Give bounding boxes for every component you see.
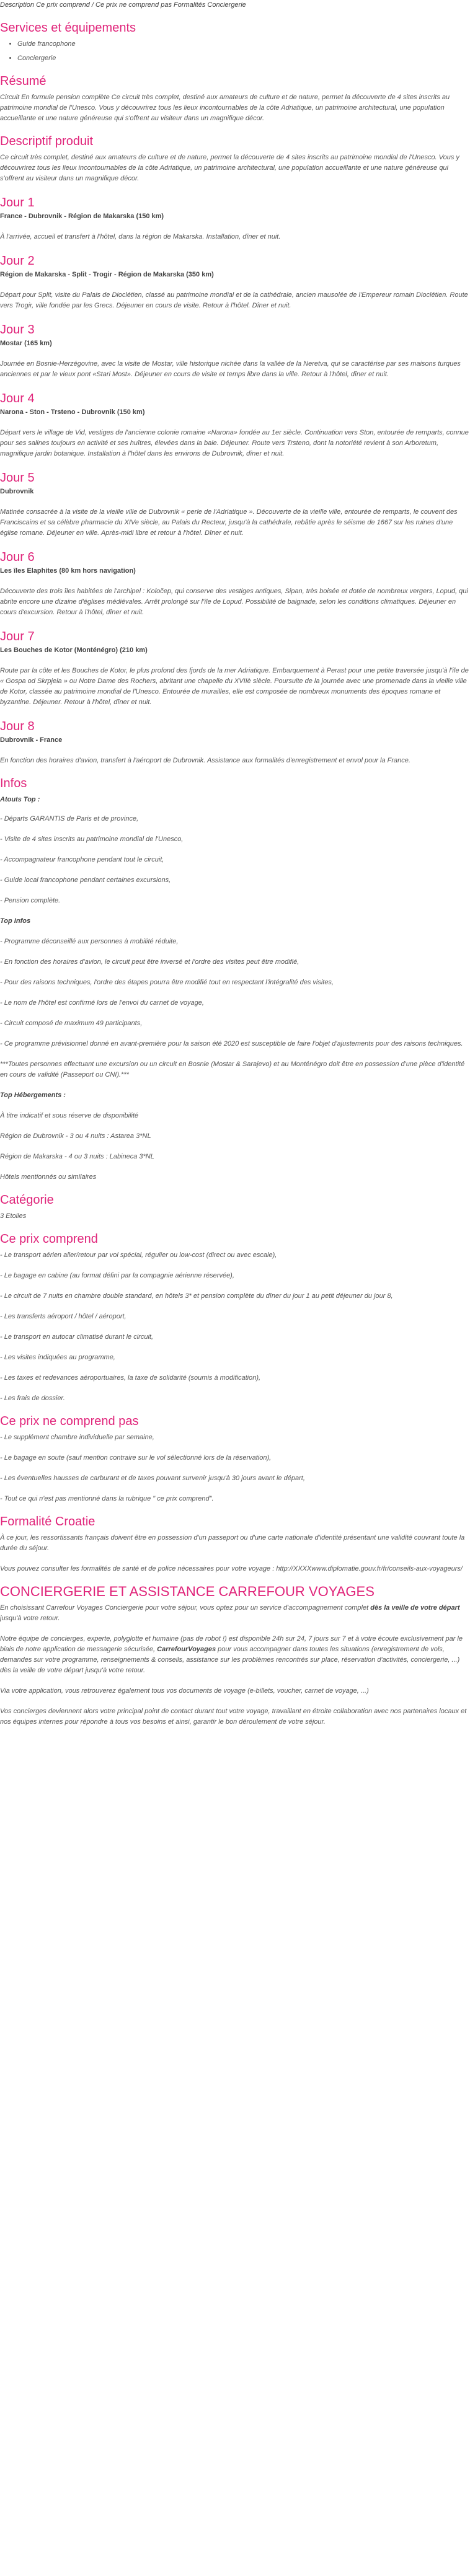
conciergerie-intro-bold: dès la veille de votre départ: [370, 1604, 460, 1612]
ne-comprend-title: Ce prix ne comprend pas: [0, 1414, 139, 1428]
ne-comprend-item: - Le bagage en soute (sauf mention contraire sur le vol sélectionné lors de la réservation),: [0, 1454, 272, 1462]
day-text: Départ pour Split, visite du Palais de Dioclétien, classé au patrimoine mondial et de la cathédrale, ancien mausolée de l'Empereur romain Dioclétien. Route vers Trogir, ville fondée par les Grecs. Déjeuner en cours de visite. Retour à l'hôtel. Dîner et nuit.: [0, 291, 468, 309]
hebergements-item: Région de Dubrovnik - 3 ou 4 nuits : Astarea 3*NL: [0, 1132, 151, 1140]
resume-title: Résumé: [0, 74, 47, 88]
conciergerie-team: [0, 1634, 470, 1676]
day-title: Jour 7: [0, 630, 35, 643]
formalite-text: À ce jour, les ressortissants français doivent être en possession d'un passeport ou d'une carte nationale d'identité présentant une validité couvrant toute la durée du séjour.: [0, 1534, 465, 1552]
section-tabs[interactable]: Description Ce prix comprend / Ce prix ne comprend pas Formalités Conciergerie: [0, 1, 246, 9]
day-route: Les îles Elaphites (80 km hors navigation): [0, 567, 136, 575]
top-infos-item: - Circuit composé de maximum 49 participants,: [0, 1020, 143, 1027]
comprend-item: - Les taxes et redevances aéroportuaires, la taxe de solidarité (soumis à modification),: [0, 1374, 261, 1382]
day-route: Région de Makarska - Split - Trogir - Région de Makarska (350 km): [0, 271, 214, 278]
atouts-item: - Visite de 4 sites inscrits au patrimoine mondial de l'Unesco,: [0, 836, 184, 843]
day-title: Jour 4: [0, 392, 35, 405]
day-text: Journée en Bosnie-Herzégovine, avec la visite de Mostar, ville historique nichée dans la vallée de la Neretva, qui se caractérise par ses maisons turques anciennes et par le vieux pont «Stari Most». Déjeuner en cours de visite et temps libre dans la ville. Retour à l'hôtel, dîner et nuit.: [0, 360, 461, 378]
descriptif-text: Ce circuit très complet, destiné aux amateurs de culture et de nature, permet la découverte de 4 sites inscrits au patrimoine mondial de l'Unesco. Vous y découvrirez tous les lieux incontournables de la côte Adriatique, un patrimoine architectural, une population accueillante et une nature généreuse qui s'offrent au visiteur dans un magnifique décor.: [0, 154, 459, 182]
top-infos-item: - En fonction des horaires d'avion, le circuit peut être inversé et l'ordre des visites peut être modifié,: [0, 958, 299, 966]
atouts-item: - Accompagnateur francophone pendant tout le circuit,: [0, 856, 164, 863]
comprend-item: - Les visites indiquées au programme,: [0, 1354, 115, 1361]
day-text: Découverte des trois îles habitées de l'archipel : Koločep, qui conserve des vestiges antiques, Sipan, très boisée et dotée de nombreux vergers, Lopud, qui abrite encore une dizaine d'églises médiévales. Arrêt prolongé sur l'île de Lopud. Possibilité de baignade, selon les conditions climatiques. Déjeuner en cours d'excursion. Retour à l'hôtel, dîner et nuit.: [0, 588, 468, 616]
day-title: Jour 3: [0, 323, 35, 337]
atouts-title: Atouts Top :: [0, 796, 40, 803]
comprend-item: - Le bagage en cabine (au format défini par la compagnie aérienne réservée),: [0, 1272, 234, 1279]
formalite-title: Formalité Croatie: [0, 1515, 95, 1528]
day-6: [0, 550, 470, 618]
comprend-item: - Le circuit de 7 nuits en chambre double standard, en hôtels 3* et pension complète du dîner du jour 1 au petit déjeuner du jour 8,: [0, 1292, 393, 1300]
day-route: Dubrovnik: [0, 488, 34, 495]
services-list: [0, 39, 470, 64]
resume-text: Circuit En formule pension complète Ce circuit très complet, destiné aux amateurs de culture et de nature, permet la découverte de 4 sites inscrits au patrimoine mondial de l'Unesco. Vous y découvrirez tous les lieux incontournables de la côte Adriatique, un patrimoine architectural, une population accueillante et une nature généreuse qui s'offrent au visiteur dans un magnifique décor.: [0, 94, 450, 122]
comprend-item: - Les frais de dossier.: [0, 1395, 65, 1402]
conciergerie-contact: Vos concierges deviennent alors votre principal point de contact durant tout votre voyage, travaillant en étroite collaboration avec nos partenaires locaux et nos équipes internes pour répondre à tous vos besoins et ainsi, garantir le bon déroulement de votre séjour.: [0, 1708, 467, 1726]
day-3: [0, 322, 470, 380]
conciergerie-title: CONCIERGERIE ET ASSISTANCE CARREFOUR VOYAGES: [0, 1584, 375, 1599]
categorie-text: 3 Etoiles: [0, 1212, 27, 1220]
day-text: Route par la côte et les Bouches de Kotor, le plus profond des fjords de la mer Adriatique. Embarquement à Perast pour une petite traversée jusqu'à l'île de « Gospa od Skrpjela » ou Notre Dame des Rochers, abritant une chapelle du XVIIè siècle. Poursuite de la journée avec une promenade dans la vieille ville de Kotor, classée au patrimoine mondial de l'Unesco. Entourée de murailles, elle est composée de nombreux monuments des époques romane et byzantine. Déjeuner. Retour à l'hôtel, dîner et nuit.: [0, 667, 469, 706]
hebergements-item: Hôtels mentionnés ou similaires: [0, 1173, 97, 1181]
ne-comprend-item: - Le supplément chambre individuelle par semaine,: [0, 1434, 154, 1441]
formalite-link-text[interactable]: Vous pouvez consulter les formalités de santé et de police nécessaires pour votre voyage : http://XXXXwww.diplomatie.gouv.fr/fr/conseils-aux-voyageurs/: [0, 1565, 463, 1573]
day-4: [0, 391, 470, 459]
day-8: [0, 719, 470, 766]
top-infos-item: - Le nom de l'hôtel est confirmé lors de l'envoi du carnet de voyage,: [0, 999, 204, 1007]
day-route: Dubrovnik - France: [0, 736, 63, 744]
top-infos-item: ***Toutes personnes effectuant une excursion ou un circuit en Bosnie (Mostar & Sarajevo) et au Monténégro doit être en possession d'une pièce d'identité en cours de validité (Passeport ou CNI).***: [0, 1061, 465, 1078]
conciergerie-team-a: Notre équipe de concierges, experte, polyglotte et humaine (pas de robot !) est disponible 24h sur 24, 7 jours sur 7 et à votre écoute exclusivement par le biais de notre application de messagerie sécurisée,: [0, 1635, 463, 1653]
conciergerie-team-c: pour vous accompagner dans toutes les situations (enregistrement de vols, demandes sur votre programme, renseignements & conseils, assistance sur les problèmes rencontrés sur place, réservation d'activités, conciergerie, ...) dès la veille de votre départ jusqu'à votre retour.: [0, 1646, 460, 1674]
hebergements-item: Région de Makarska - 4 ou 3 nuits : Labineca 3*NL: [0, 1153, 154, 1160]
hebergements-item: À titre indicatif et sous réserve de disponibilité: [0, 1112, 139, 1119]
services-title: Services et équipements: [0, 21, 136, 35]
comprend-item: - Le transport aérien aller/retour par vol spécial, régulier ou low-cost (direct ou avec escale),: [0, 1251, 277, 1259]
day-7: [0, 629, 470, 708]
top-infos-item: - Ce programme prévisionnel donné en avant-première pour la saison été 2020 est susceptible de faire l'objet d'ajustements pour des raisons techniques.: [0, 1040, 463, 1048]
comprend-title: Ce prix comprend: [0, 1232, 98, 1246]
conciergerie-app-name: CarrefourVoyages: [157, 1646, 216, 1653]
day-title: Jour 8: [0, 720, 35, 733]
conciergerie-intro-c: jusqu'à votre retour.: [0, 1615, 60, 1622]
day-text: Départ vers le village de Vid, vestiges de l'ancienne colonie romaine «Narona» fondée au 1er siècle. Continuation vers Ston, entourée de remparts, connue pour ses salines toujours en activité et ses huîtres, élevées dans la baie. Déjeuner. Route vers Trsteno, dont la notoriété revient à son Arboretum, magnifique jardin botanique. Installation à l'hôtel dans les environs de Dubrovnik, dîner et nuit.: [0, 429, 469, 457]
infos-title: Infos: [0, 777, 27, 790]
atouts-item: - Départs GARANTIS de Paris et de province,: [0, 815, 139, 823]
descriptif-title: Descriptif produit: [0, 135, 94, 148]
categorie-title: Catégorie: [0, 1193, 54, 1207]
conciergerie-intro: [0, 1603, 470, 1624]
ne-comprend-item: - Tout ce qui n'est pas mentionné dans la rubrique " ce prix comprend".: [0, 1495, 214, 1502]
day-title: Jour 6: [0, 550, 35, 564]
comprend-item: - Le transport en autocar climatisé durant le circuit,: [0, 1333, 154, 1341]
atouts-item: - Guide local francophone pendant certaines excursions,: [0, 876, 171, 884]
top-infos-item: - Pour des raisons techniques, l'ordre des étapes pourra être modifié tout en respectant l'intégralité des visites,: [0, 979, 334, 986]
day-text: Matinée consacrée à la visite de la vieille ville de Dubrovnik « perle de l'Adriatique ». Découverte de la vieille ville, entourée de remparts, le couvent des Franciscains et sa célèbre pharmacie du XIVe siècle, au Palais du Recteur, jusqu'à la cathédrale, rebâtie après le séisme de 1667 sur les ruines d'une église romane. Déjeuner en ville. Après-midi libre et retour à l'hôtel. Dîner et nuit.: [0, 508, 458, 537]
services-item: • Conciergerie: [17, 53, 470, 64]
atouts-item: - Pension complète.: [0, 897, 61, 904]
day-route: Les Bouches de Kotor (Monténégro) (210 km): [0, 646, 148, 654]
day-2: [0, 254, 470, 311]
day-5: [0, 470, 470, 539]
services-item: • Guide francophone: [17, 39, 470, 50]
day-route: France - Dubrovnik - Région de Makarska (150 km): [0, 213, 164, 220]
day-text: En fonction des horaires d'avion, transfert à l'aéroport de Dubrovnik. Assistance aux formalités d'enregistrement et envol pour la France.: [0, 757, 410, 764]
day-1: [0, 195, 470, 242]
day-route: Narona - Ston - Trsteno - Dubrovnik (150 km): [0, 408, 145, 416]
day-title: Jour 2: [0, 254, 35, 268]
conciergerie-documents: Via votre application, vous retrouverez également tous vos documents de voyage (e-billets, voucher, carnet de voyage, ...): [0, 1687, 369, 1695]
top-infos-item: - Programme déconseillé aux personnes à mobilité réduite,: [0, 938, 179, 945]
day-title: Jour 1: [0, 196, 35, 210]
conciergerie-intro-a: En choisissant Carrefour Voyages Conciergerie pour votre séjour, vous optez pour un service d'accompagnement complet: [0, 1604, 371, 1612]
day-title: Jour 5: [0, 471, 35, 485]
day-route: Mostar (165 km): [0, 340, 52, 347]
top-infos-title: Top Infos: [0, 917, 31, 925]
hebergements-title: Top Hébergements :: [0, 1092, 66, 1099]
day-text: À l'arrivée, accueil et transfert à l'hôtel, dans la région de Makarska. Installation, dîner et nuit.: [0, 233, 281, 240]
ne-comprend-item: - Les éventuelles hausses de carburant et de taxes pouvant survenir jusqu'à 30 jours avant le départ,: [0, 1475, 305, 1482]
comprend-item: - Les transferts aéroport / hôtel / aéroport,: [0, 1313, 126, 1320]
